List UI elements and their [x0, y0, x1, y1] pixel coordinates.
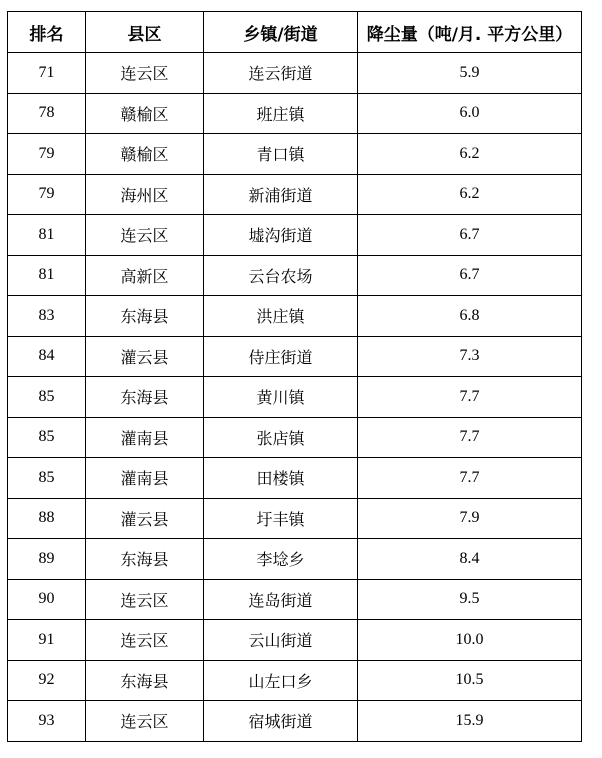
cell-rank: 85: [8, 458, 86, 499]
cell-town: 云山街道: [204, 620, 358, 661]
header-rank: 排名: [8, 12, 86, 53]
cell-county: 连云区: [86, 620, 204, 661]
cell-rank: 79: [8, 174, 86, 215]
table-row: [8, 93, 582, 134]
cell-county: 灌云县: [86, 336, 204, 377]
cell-county: 灌云县: [86, 498, 204, 539]
cell-dustfall: 6.7: [358, 215, 582, 256]
cell-town: 洪庄镇: [204, 296, 358, 337]
table-row: [8, 701, 582, 742]
cell-rank: 93: [8, 701, 86, 742]
cell-county: 东海县: [86, 539, 204, 580]
cell-county: 海州区: [86, 174, 204, 215]
cell-rank: 90: [8, 579, 86, 620]
cell-town: 山左口乡: [204, 660, 358, 701]
cell-dustfall: 7.7: [358, 417, 582, 458]
cell-town: 连岛街道: [204, 579, 358, 620]
cell-dustfall: 6.7: [358, 255, 582, 296]
table-row: [8, 336, 582, 377]
cell-dustfall: 7.7: [358, 458, 582, 499]
table-row: [8, 215, 582, 256]
header-row: [8, 12, 582, 53]
cell-county: 连云区: [86, 215, 204, 256]
cell-rank: 92: [8, 660, 86, 701]
cell-town: 黄川镇: [204, 377, 358, 418]
cell-dustfall: 15.9: [358, 701, 582, 742]
table-row: [8, 539, 582, 580]
cell-rank: 91: [8, 620, 86, 661]
cell-county: 东海县: [86, 377, 204, 418]
table-row: [8, 174, 582, 215]
cell-dustfall: 7.3: [358, 336, 582, 377]
cell-dustfall: 9.5: [358, 579, 582, 620]
cell-dustfall: 6.0: [358, 93, 582, 134]
cell-town: 班庄镇: [204, 93, 358, 134]
table-row: [8, 296, 582, 337]
cell-town: 云台农场: [204, 255, 358, 296]
cell-county: 东海县: [86, 660, 204, 701]
table-row: [8, 53, 582, 94]
cell-town: 田楼镇: [204, 458, 358, 499]
cell-town: 李埝乡: [204, 539, 358, 580]
cell-rank: 79: [8, 134, 86, 175]
table-body: [8, 53, 582, 742]
cell-rank: 85: [8, 417, 86, 458]
cell-dustfall: 6.2: [358, 134, 582, 175]
cell-county: 连云区: [86, 579, 204, 620]
cell-county: 灌南县: [86, 417, 204, 458]
cell-rank: 89: [8, 539, 86, 580]
cell-rank: 78: [8, 93, 86, 134]
cell-rank: 88: [8, 498, 86, 539]
cell-town: 侍庄街道: [204, 336, 358, 377]
table-row: [8, 377, 582, 418]
table-row: [8, 498, 582, 539]
cell-county: 连云区: [86, 53, 204, 94]
cell-rank: 85: [8, 377, 86, 418]
cell-dustfall: 10.0: [358, 620, 582, 661]
cell-county: 赣榆区: [86, 93, 204, 134]
table-row: [8, 255, 582, 296]
cell-rank: 83: [8, 296, 86, 337]
cell-rank: 84: [8, 336, 86, 377]
cell-town: 宿城街道: [204, 701, 358, 742]
cell-rank: 71: [8, 53, 86, 94]
cell-town: 墟沟街道: [204, 215, 358, 256]
table-row: [8, 660, 582, 701]
cell-county: 灌南县: [86, 458, 204, 499]
cell-town: 连云街道: [204, 53, 358, 94]
cell-dustfall: 6.8: [358, 296, 582, 337]
dustfall-ranking-table: [7, 11, 582, 742]
cell-dustfall: 10.5: [358, 660, 582, 701]
cell-town: 新浦街道: [204, 174, 358, 215]
cell-town: 青口镇: [204, 134, 358, 175]
table-row: [8, 417, 582, 458]
cell-dustfall: 6.2: [358, 174, 582, 215]
cell-county: 连云区: [86, 701, 204, 742]
table-row: [8, 134, 582, 175]
cell-dustfall: 8.4: [358, 539, 582, 580]
table-row: [8, 620, 582, 661]
cell-town: 圩丰镇: [204, 498, 358, 539]
cell-county: 赣榆区: [86, 134, 204, 175]
cell-town: 张店镇: [204, 417, 358, 458]
cell-dustfall: 7.9: [358, 498, 582, 539]
table-header: [8, 12, 582, 53]
cell-dustfall: 5.9: [358, 53, 582, 94]
table-row: [8, 458, 582, 499]
header-dustfall: 降尘量（吨/月. 平方公里）: [358, 12, 582, 53]
cell-county: 东海县: [86, 296, 204, 337]
cell-rank: 81: [8, 255, 86, 296]
header-town: 乡镇/街道: [204, 12, 358, 53]
cell-rank: 81: [8, 215, 86, 256]
cell-dustfall: 7.7: [358, 377, 582, 418]
header-county: 县区: [86, 12, 204, 53]
cell-county: 高新区: [86, 255, 204, 296]
table-row: [8, 579, 582, 620]
